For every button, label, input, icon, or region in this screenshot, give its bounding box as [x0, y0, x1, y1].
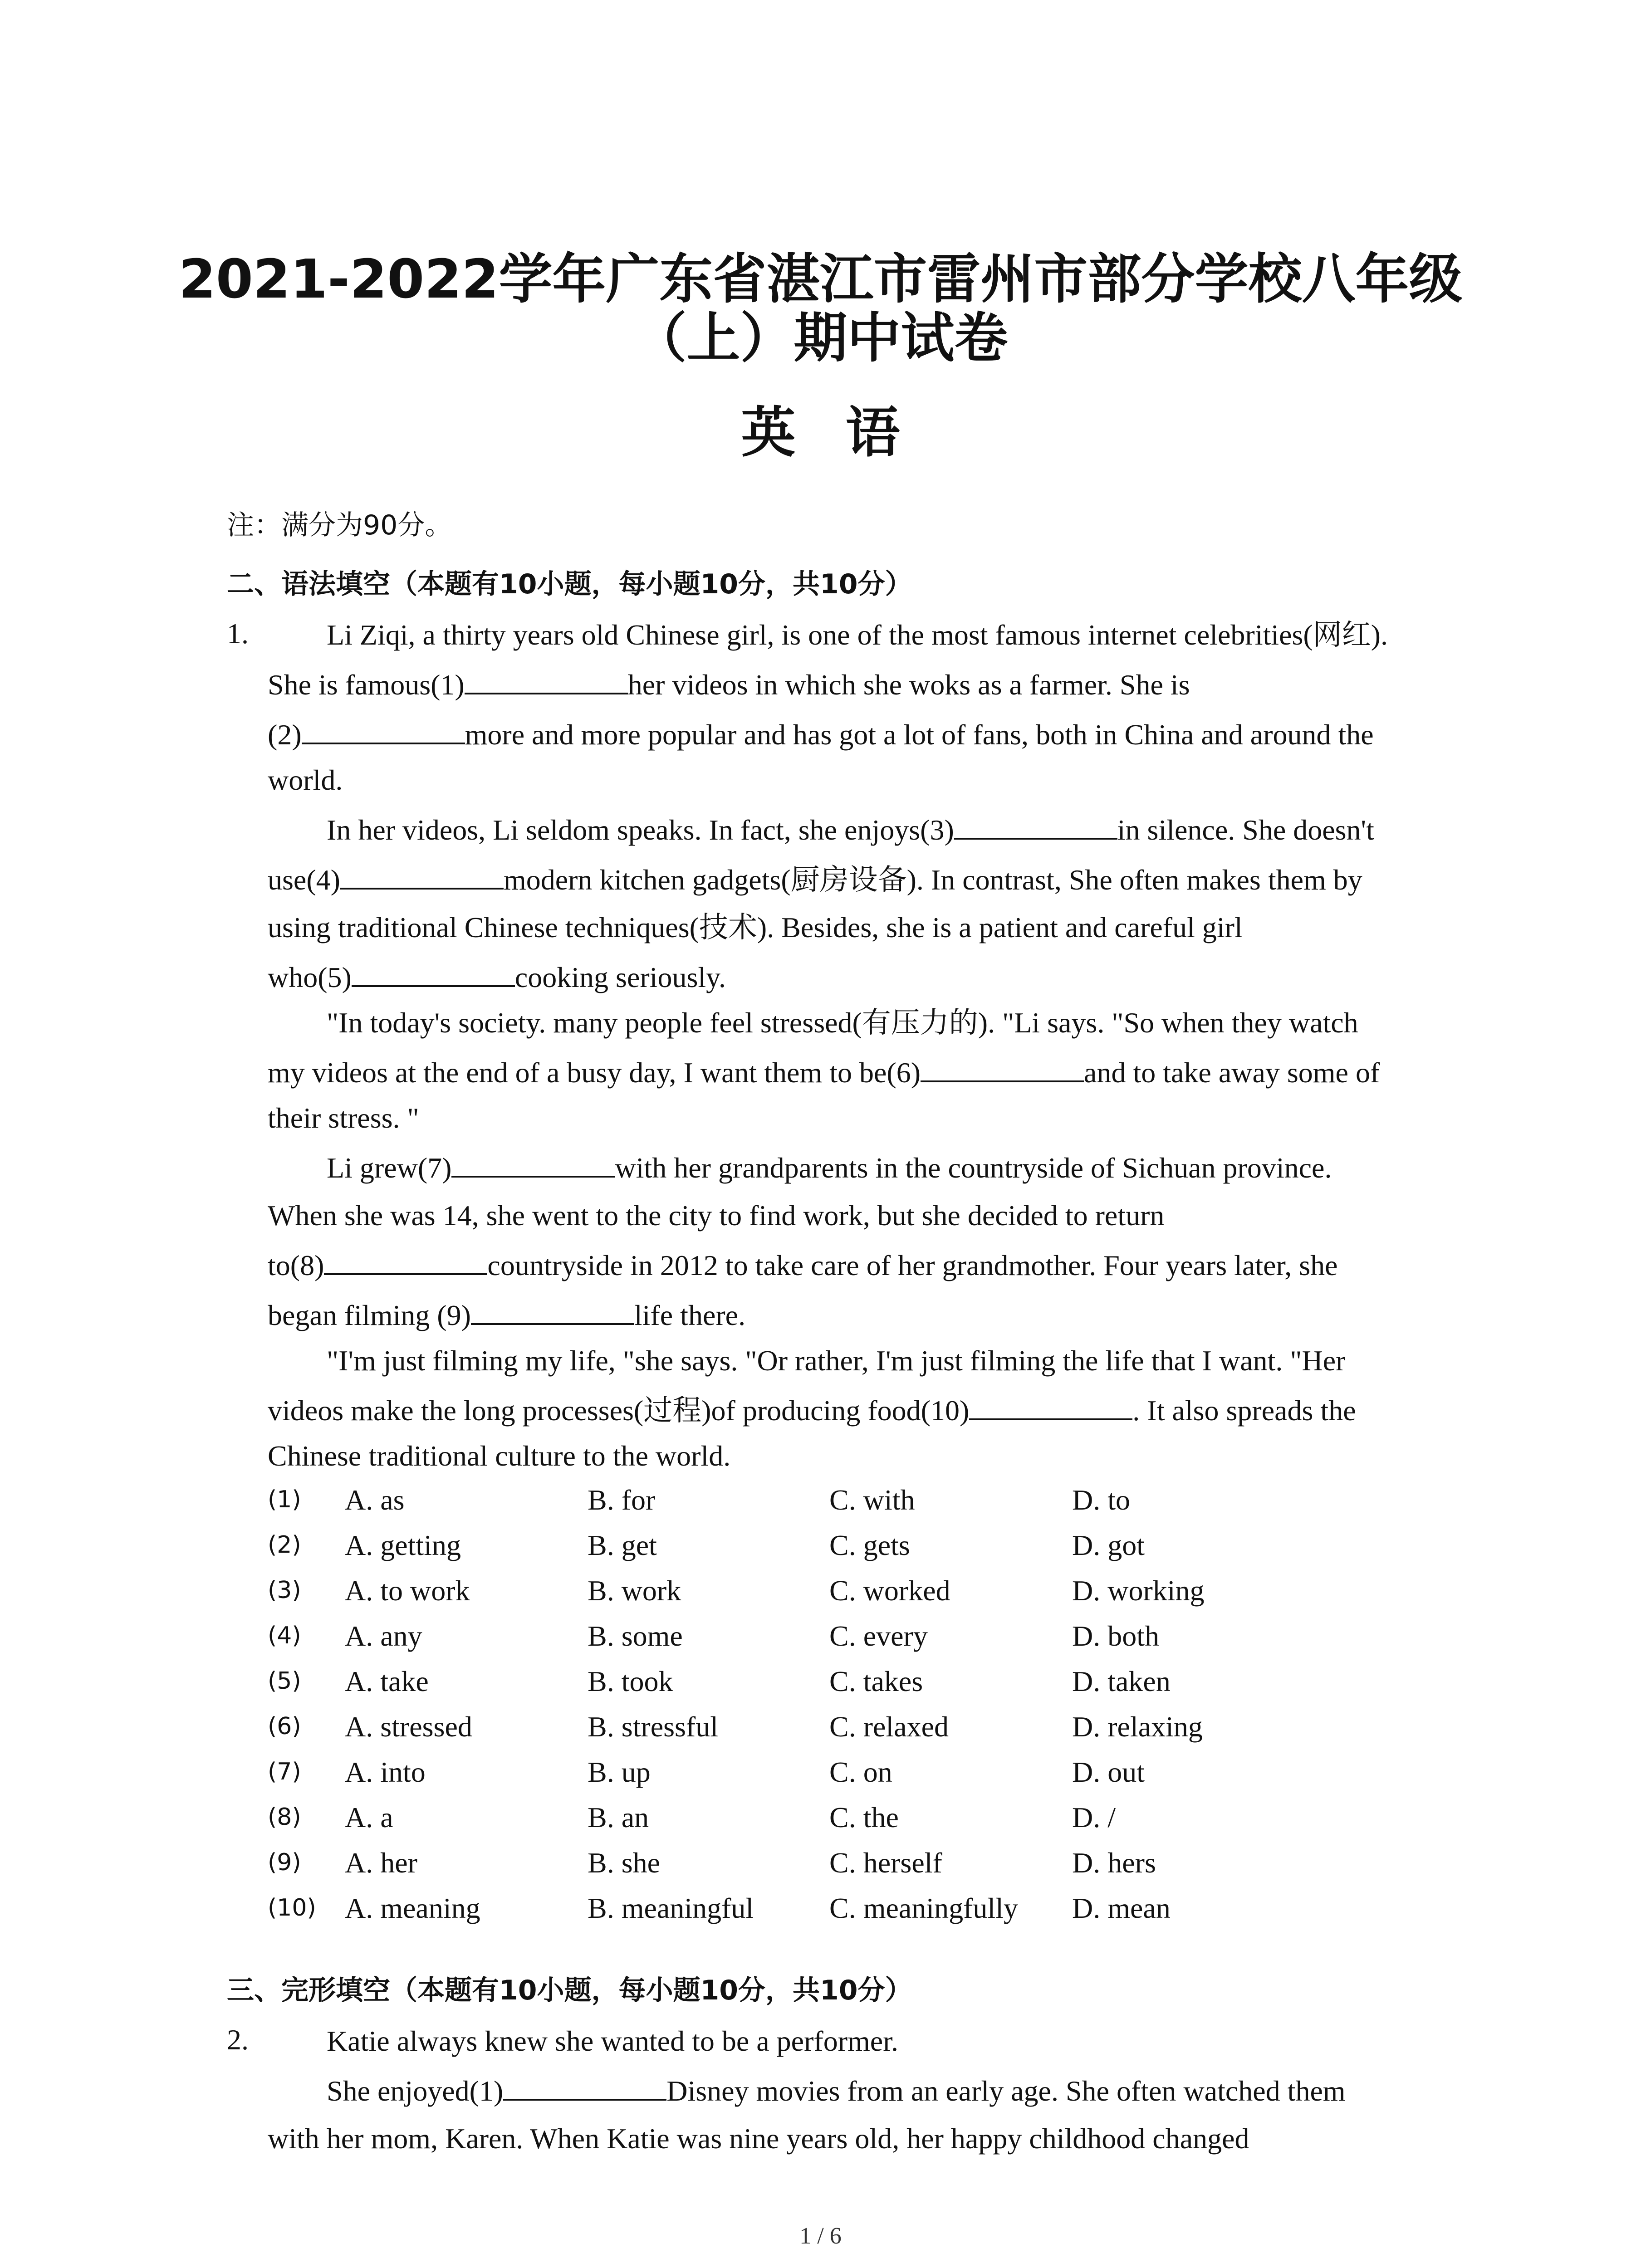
option-b[interactable]: B. get	[588, 1529, 657, 1561]
option-row	[268, 1710, 1402, 1746]
option-b[interactable]: B. meaningful	[588, 1892, 754, 1924]
passage-line: Li Ziqi, a thirty years old Chinese girl, is one of the most famous internet celebrities(网红).	[327, 619, 1388, 651]
question-number: 2.	[227, 2024, 249, 2056]
question-number: 1.	[227, 617, 249, 650]
option-row	[268, 1574, 1402, 1610]
section-heading-grammar: 二、语法填空（本题有10小题，每小题10分，共10分）	[227, 568, 912, 600]
option-b[interactable]: B. she	[588, 1847, 660, 1879]
option-row	[268, 1665, 1402, 1701]
option-c[interactable]: C. gets	[829, 1529, 910, 1561]
passage-line: Li grew(7) with her grandparents in the countryside of Sichuan province.	[327, 1150, 1332, 1186]
answer-blank[interactable]	[302, 717, 465, 744]
option-number: (4)	[268, 1622, 301, 1649]
option-d[interactable]: D. mean	[1072, 1892, 1171, 1924]
option-d[interactable]: D. to	[1072, 1484, 1130, 1516]
answer-blank[interactable]	[921, 1055, 1084, 1082]
option-a[interactable]: A. a	[345, 1801, 393, 1833]
option-d[interactable]: D. working	[1072, 1574, 1205, 1607]
option-c[interactable]: C. takes	[829, 1665, 923, 1697]
passage-line: videos make the long processes(过程)of producing food(10) . It also spreads the	[268, 1393, 1356, 1429]
answer-blank[interactable]	[340, 862, 504, 890]
option-d[interactable]: D. relaxing	[1072, 1711, 1203, 1743]
option-number: (8)	[268, 1804, 301, 1831]
passage-line: "In today's society. many people feel stressed(有压力的). "Li says. "So when they watch	[327, 1007, 1358, 1039]
option-b[interactable]: B. took	[588, 1665, 673, 1697]
option-d[interactable]: D. /	[1072, 1801, 1116, 1833]
option-a[interactable]: A. to work	[345, 1574, 470, 1607]
option-c[interactable]: C. relaxed	[829, 1711, 949, 1743]
option-row	[268, 1892, 1402, 1928]
option-a[interactable]: A. into	[345, 1756, 426, 1788]
option-a[interactable]: A. as	[345, 1484, 405, 1516]
option-a[interactable]: A. stressed	[345, 1711, 472, 1743]
option-c[interactable]: C. with	[829, 1484, 915, 1516]
option-d[interactable]: D. hers	[1072, 1847, 1156, 1879]
option-a[interactable]: A. meaning	[345, 1892, 480, 1924]
option-number: (3)	[268, 1577, 301, 1604]
option-d[interactable]: D. out	[1072, 1756, 1145, 1788]
option-row	[268, 1619, 1402, 1656]
option-a[interactable]: A. her	[345, 1847, 417, 1879]
answer-blank[interactable]	[954, 812, 1117, 840]
option-b[interactable]: B. some	[588, 1620, 683, 1652]
passage-line: their stress. "	[268, 1102, 419, 1134]
option-row	[268, 1529, 1402, 1565]
passage-line: world.	[268, 764, 343, 796]
option-row	[268, 1755, 1402, 1792]
passage-line: who(5) cooking seriously.	[268, 959, 726, 996]
answer-blank[interactable]	[969, 1393, 1132, 1420]
answer-blank[interactable]	[352, 960, 515, 987]
option-b[interactable]: B. an	[588, 1801, 649, 1833]
passage-line: use(4) modern kitchen gadgets(厨房设备). In contrast, She often makes them by	[268, 862, 1362, 898]
option-row	[268, 1801, 1402, 1837]
passage-line: began filming (9) life there.	[268, 1297, 745, 1334]
passage-line: When she was 14, she went to the city to find work, but she decided to return	[268, 1199, 1165, 1232]
passage-line: to(8) countryside in 2012 to take care of her grandmother. Four years later, she	[268, 1247, 1338, 1284]
answer-blank[interactable]	[451, 1150, 615, 1178]
option-d[interactable]: D. taken	[1072, 1665, 1171, 1697]
option-d[interactable]: D. got	[1072, 1529, 1145, 1561]
option-a[interactable]: A. take	[345, 1665, 429, 1697]
answer-blank[interactable]	[503, 2073, 666, 2101]
passage-line: (2) more and more popular and has got a lot of fans, both in China and around the	[268, 717, 1374, 753]
passage-line: She enjoyed(1) Disney movies from an early age. She often watched them	[327, 2073, 1346, 2109]
answer-blank[interactable]	[465, 667, 628, 694]
page-number: 1 / 6	[799, 2223, 842, 2249]
option-number: (5)	[268, 1667, 301, 1695]
answer-blank[interactable]	[471, 1298, 634, 1325]
exam-title-line-1: 2021-2022学年广东省湛江市雷州市部分学校八年级	[178, 248, 1463, 310]
option-number: (6)	[268, 1713, 301, 1740]
section-heading-cloze: 三、完形填空（本题有10小题，每小题10分，共10分）	[227, 1975, 912, 2006]
option-b[interactable]: B. stressful	[588, 1711, 718, 1743]
passage-line: In her videos, Li seldom speaks. In fact, she enjoys(3) in silence. She doesn't	[327, 812, 1374, 848]
score-note: 注：满分为90分。	[227, 509, 452, 541]
option-a[interactable]: A. any	[345, 1620, 422, 1652]
option-row	[268, 1483, 1402, 1520]
subject-title: 英语	[741, 401, 950, 464]
option-number: (10)	[268, 1894, 316, 1921]
passage-line: using traditional Chinese techniques(技术). Besides, she is a patient and careful girl	[268, 911, 1243, 943]
option-row	[268, 1846, 1402, 1882]
option-b[interactable]: B. up	[588, 1756, 651, 1788]
option-c[interactable]: C. every	[829, 1620, 928, 1652]
passage-line: "I'm just filming my life, "she says. "Or rather, I'm just filming the life that I want. "Her	[327, 1344, 1346, 1377]
option-c[interactable]: C. the	[829, 1801, 899, 1833]
option-c[interactable]: C. meaningfully	[829, 1892, 1018, 1924]
exam-title-line-2: （上）期中试卷	[633, 307, 1008, 369]
option-b[interactable]: B. work	[588, 1574, 681, 1607]
option-number: (2)	[268, 1531, 301, 1559]
option-d[interactable]: D. both	[1072, 1620, 1159, 1652]
answer-blank[interactable]	[324, 1248, 487, 1275]
option-c[interactable]: C. herself	[829, 1847, 942, 1879]
passage-line: with her mom, Karen. When Katie was nine years old, her happy childhood changed	[268, 2122, 1249, 2155]
option-b[interactable]: B. for	[588, 1484, 656, 1516]
passage-line: Chinese traditional culture to the world.	[268, 1440, 731, 1472]
option-number: (7)	[268, 1758, 301, 1785]
passage-line: Katie always knew she wanted to be a performer.	[327, 2025, 898, 2057]
option-c[interactable]: C. on	[829, 1756, 892, 1788]
option-c[interactable]: C. worked	[829, 1574, 950, 1607]
option-number: (9)	[268, 1849, 301, 1876]
option-a[interactable]: A. getting	[345, 1529, 461, 1561]
passage-line: my videos at the end of a busy day, I want them to be(6) and to take away some of	[268, 1055, 1380, 1091]
passage-line: She is famous(1) her videos in which she woks as a farmer. She is	[268, 667, 1190, 703]
option-number: (1)	[268, 1486, 301, 1513]
